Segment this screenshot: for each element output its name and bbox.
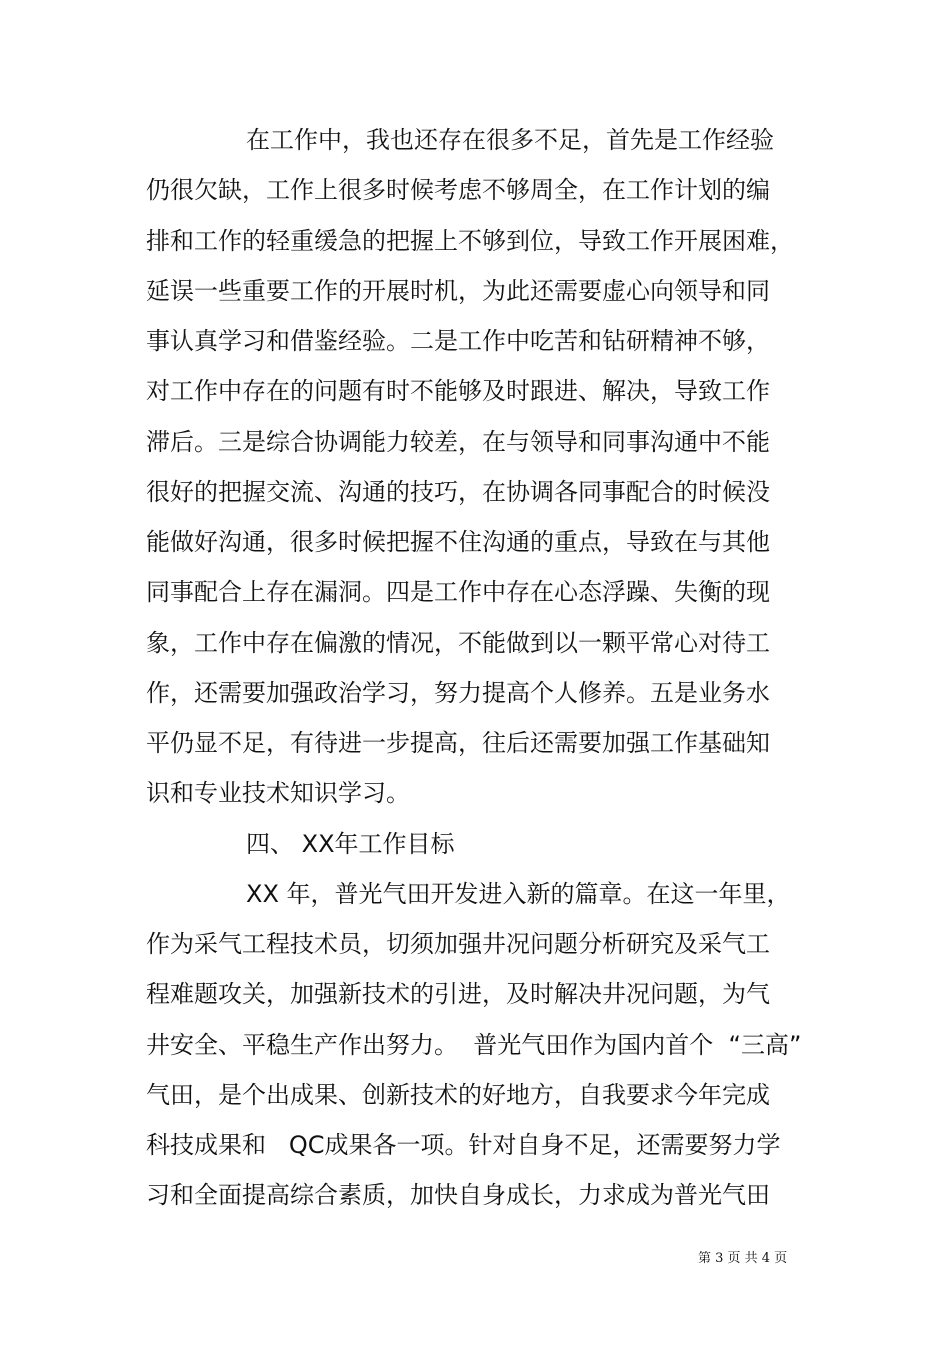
paragraph-2-line-4: 井安全、平稳生产作出努力。 普光气田作为国内首个 “三高” <box>146 1031 802 1059</box>
paragraph-1-line-4: 延误一些重要工作的开展时机，为此还需要虚心向领导和同 <box>146 277 770 305</box>
paragraph-1-line-2: 仍很欠缺，工作上很多时候考虑不够周全，在工作计划的编 <box>146 176 770 204</box>
page-number-footer: 第 3 页 共 4 页 <box>698 1251 788 1266</box>
paragraph-2-line-6: 科技成果和 QC成果各一项。针对自身不足，还需要努力学 <box>146 1131 781 1159</box>
paragraph-2-line-7: 习和全面提高综合素质，加快自身成长，力求成为普光气田 <box>146 1181 770 1209</box>
paragraph-1-line-7: 滞后。三是综合协调能力较差，在与领导和同事沟通中不能 <box>146 428 770 456</box>
paragraph-1-line-14: 识和专业技术知识学习。 <box>146 779 410 807</box>
section-heading: 四、 XX年工作目标 <box>246 830 455 858</box>
paragraph-1-line-3: 排和工作的轻重缓急的把握上不够到位，导致工作开展困难， <box>146 227 794 255</box>
paragraph-1-line-5: 事认真学习和借鉴经验。二是工作中吃苦和钻研精神不够， <box>146 327 770 355</box>
paragraph-2-line-1: XX 年，普光气田开发进入新的篇章。在这一年里， <box>246 880 791 908</box>
paragraph-1-line-11: 象，工作中存在偏激的情况，不能做到以一颗平常心对待工 <box>146 629 770 657</box>
paragraph-2-line-2: 作为采气工程技术员，切须加强井况问题分析研究及采气工 <box>146 930 770 958</box>
paragraph-1-line-8: 很好的把握交流、沟通的技巧，在协调各同事配合的时候没 <box>146 478 770 506</box>
paragraph-1-line-13: 平仍显不足，有待进一步提高，往后还需要加强工作基础知 <box>146 729 770 757</box>
paragraph-1-line-10: 同事配合上存在漏洞。四是工作中存在心态浮躁、失衡的现 <box>146 578 770 606</box>
paragraph-2-line-3: 程难题攻关，加强新技术的引进，及时解决井况问题，为气 <box>146 980 770 1008</box>
paragraph-1-line-1: 在工作中，我也还存在很多不足，首先是工作经验 <box>246 126 774 154</box>
paragraph-1-line-6: 对工作中存在的问题有时不能够及时跟进、解决，导致工作 <box>146 377 770 405</box>
paragraph-1-line-9: 能做好沟通，很多时候把握不住沟通的重点，导致在与其他 <box>146 528 770 556</box>
paragraph-1-line-12: 作，还需要加强政治学习，努力提高个人修养。五是业务水 <box>146 679 770 707</box>
paragraph-2-line-5: 气田，是个出成果、创新技术的好地方，自我要求今年完成 <box>146 1081 770 1109</box>
